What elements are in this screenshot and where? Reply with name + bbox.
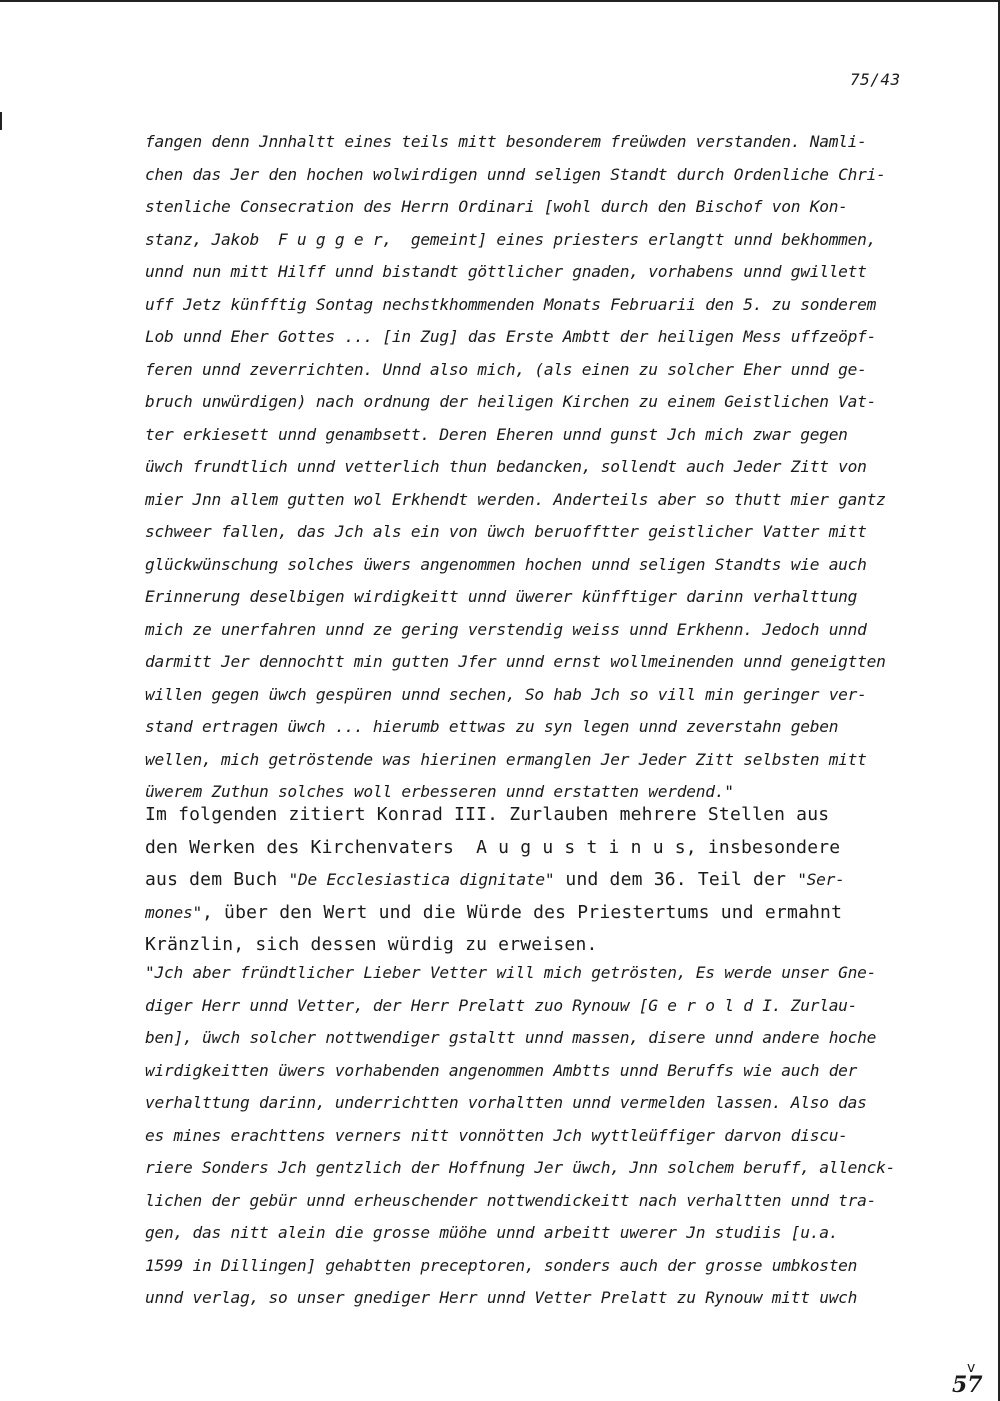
commentary-paragraph	[145, 799, 945, 962]
commentary-text: aus dem Buch	[145, 869, 289, 890]
handwritten-check-mark: v	[967, 1360, 976, 1376]
commentary-line: Im folgenden zitiert Konrad III. Zurlauben mehrere Stellen aus	[145, 804, 830, 825]
commentary-line	[145, 897, 945, 930]
quote2-line: verhalttung darinn, underrichtten vorhaltten unnd vermelden lassen. Also das	[145, 1093, 867, 1112]
quote2-line: es mines erachttens verners nitt vonnötten Jch wyttleüffiger darvon discu-	[145, 1125, 848, 1145]
quote2-line: 1599 in Dillingen] gehabtten preceptoren, sonders auch der grosse umbkosten	[145, 1255, 858, 1275]
scan-frame-top	[0, 0, 1000, 2]
quote2-line: riere Sonders Jch gentzlich der Hoffnung Jer üwch, Jnn solchem beruff, allenck-	[145, 1158, 896, 1177]
handwritten-folio-number: 57	[952, 1372, 983, 1398]
quote1-line: stand ertragen üwch ... hierumb ettwas zu syn legen unnd zeverstahn geben	[145, 717, 839, 736]
commentary-text: , über den Wert und die Würde des Priestertums und ermahnt	[201, 901, 843, 923]
scan-frame-left-tick	[0, 112, 2, 130]
quote1-line: uff Jetz künfftig Sontag nechstkhommenden Monats Februarii den 5. zu sonderem	[145, 294, 877, 314]
quote1-line: bruch unwürdigen) nach ordnung der heiligen Kirchen zu einem Geistlichen Vat-	[145, 392, 877, 411]
quote1-line: fangen denn Jnnhaltt eines teils mitt besonderem freüwden verstanden. Namli-	[145, 132, 867, 151]
quote1-line: Erinnerung deselbigen wirdigkeitt unnd üwerer künfftiger darinn verhalttung	[145, 587, 858, 606]
quote1-line: chen das Jer den hochen wolwirdigen unnd seligen Standt durch Ordenliche Chri-	[145, 164, 886, 184]
quote1-line: darmitt Jer dennochtt min gutten Jfer unnd ernst wollmeinenden unnd geneigtten	[145, 652, 886, 671]
quote-block-2	[145, 957, 945, 1315]
page-number: 75/43	[850, 70, 901, 89]
quote1-line: mier Jnn allem gutten wol Erkhendt werden. Anderteils aber so thutt mier gantz	[145, 489, 886, 509]
quote2-line: wirdigkeitten üwers vorhabenden angenommen Ambtts unnd Beruffs wie auch der	[145, 1060, 858, 1080]
quote1-line: mich ze unerfahren unnd ze gering verstendig weiss unnd Erkhenn. Jedoch unnd	[145, 619, 867, 639]
quote1-line: üwerem Zuthun solches woll erbesseren unnd erstatten werdend."	[145, 782, 734, 801]
quote2-line: lichen der gebür unnd erheuschender nottwendickeitt nach verhaltten unnd tra-	[145, 1190, 877, 1210]
quote1-line: stenliche Consecration des Herrn Ordinari [wohl durch den Bischof von Kon-	[145, 197, 848, 216]
quote2-line: ben], üwch solcher nottwendiger gstaltt unnd massen, disere unnd andere hoche	[145, 1028, 877, 1047]
quote2-line: unnd verlag, so unser gnediger Herr unnd Vetter Prelatt zu Rynouw mitt uwch	[145, 1288, 858, 1307]
quote1-line: wellen, mich getröstende was hierinen ermanglen Jer Jeder Zitt selbsten mitt	[145, 749, 867, 769]
quote1-line: unnd nun mitt Hilff unnd bistandt göttlicher gnaden, vorhabens unnd gwillett	[145, 262, 867, 281]
quote1-line: ter erkiesett unnd genambsett. Deren Eheren unnd gunst Jch mich zwar gegen	[145, 424, 848, 444]
quote1-line: stanz, Jakob F u g g e r, gemeint] eines priesters erlangtt unnd bekhommen,	[145, 229, 877, 249]
quote2-line: gen, das nitt alein die grosse müöhe unnd arbeitt uwerer Jn studiis [u.a.	[145, 1223, 839, 1242]
quote-block-1	[145, 126, 945, 809]
quote2-line: "Jch aber fründtlicher Lieber Vetter will mich getrösten, Es werde unser Gne-	[145, 963, 877, 982]
quote2-line: diger Herr unnd Vetter, der Herr Prelatt zuo Rynouw [G e r o l d I. Zurlau-	[145, 995, 858, 1015]
commentary-line	[145, 864, 945, 897]
quote1-line: feren unnd zeverrichten. Unnd also mich, (als einen zu solcher Eher unnd ge-	[145, 359, 867, 379]
quote1-line: Lob unnd Eher Gottes ... [in Zug] das Erste Ambtt der heiligen Mess uffzeöpf-	[145, 327, 877, 346]
commentary-text: und dem 36. Teil der	[554, 869, 798, 890]
quote1-line: glückwünschung solches üwers angenommen hochen unnd seligen Standts wie auch	[145, 554, 867, 574]
commentary-line: Kränzlin, sich dessen würdig zu erweisen.	[145, 934, 598, 955]
book-title: "De Ecclesiastica dignitate"	[288, 870, 555, 889]
sermones-title-end: mones"	[145, 902, 202, 922]
sermones-title-start: "Ser-	[797, 870, 845, 889]
quote1-line: üwch frundtlich unnd vetterlich thun bedancken, sollendt auch Jeder Zitt von	[145, 457, 867, 476]
commentary-line: den Werken des Kirchenvaters A u g u s t i n u s, insbesondere	[145, 836, 841, 858]
quote1-line: willen gegen üwch gespüren unnd sechen, So hab Jch so vill min geringer ver-	[145, 684, 867, 704]
quote1-line: schweer fallen, das Jch als ein von üwch beruofftter geistlicher Vatter mitt	[145, 522, 867, 541]
